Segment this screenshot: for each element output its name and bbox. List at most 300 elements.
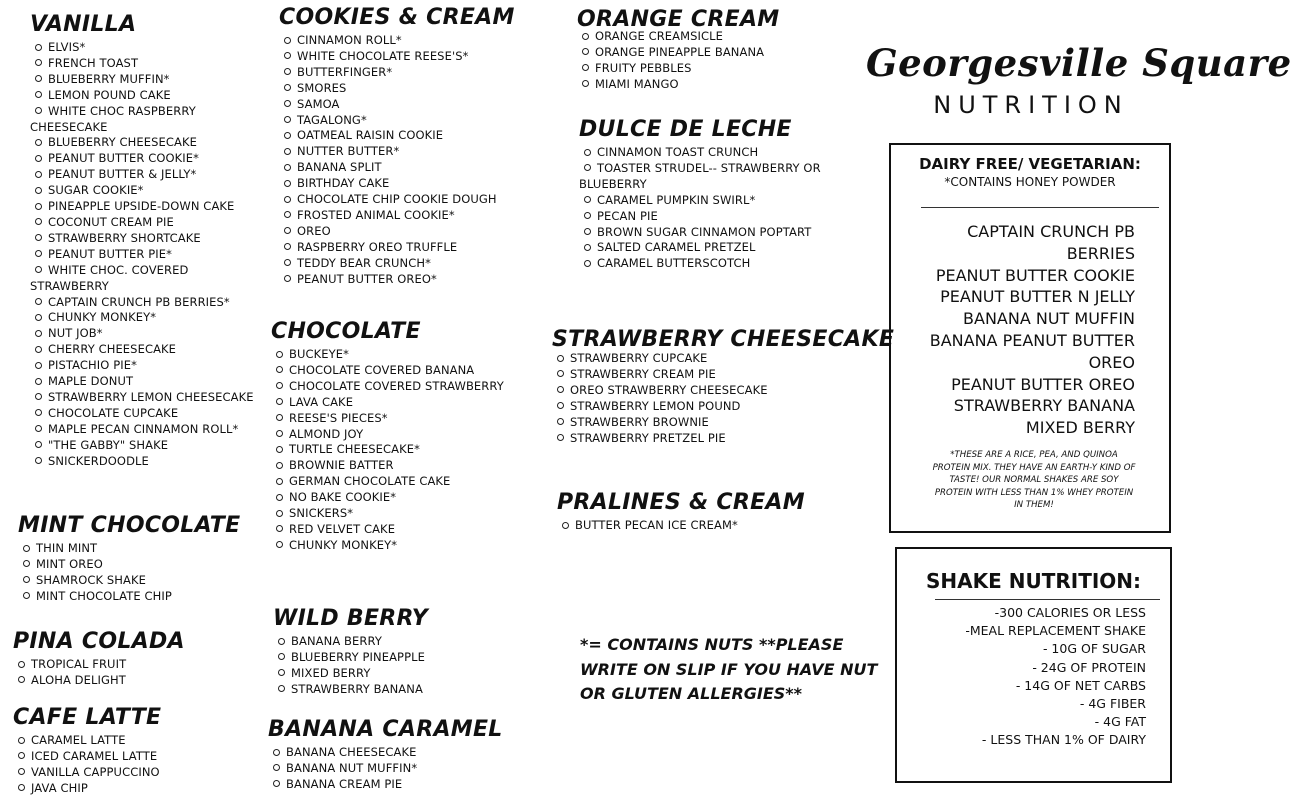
flavor-name: VANILLA CAPPUCCINO (31, 764, 160, 779)
flavor-item (271, 347, 521, 363)
bullet-icon (557, 370, 564, 377)
flavor-name: LEMON POUND CAKE (48, 87, 171, 102)
flavor-item (579, 240, 824, 256)
flavor-name: MAPLE PECAN CINNAMON ROLL* (48, 421, 239, 436)
bullet-icon (557, 386, 564, 393)
flavor-item (279, 33, 529, 49)
flavor-name: WHITE CHOC RASPBERRY CHEESECAKE (30, 103, 196, 134)
flavor-name: CHOCOLATE CHIP COOKIE DOUGH (297, 192, 497, 207)
flavor-item (279, 113, 529, 129)
list-item: BANANA PEANUT BUTTER OREO (929, 330, 1135, 372)
bullet-icon (562, 522, 569, 529)
flavor-name: STRAWBERRY CREAM PIE (570, 366, 716, 381)
section-strawberry-cheesecake (552, 327, 895, 446)
bullet-icon (35, 91, 42, 98)
flavor-item (30, 422, 260, 438)
flavor-item (30, 231, 260, 247)
flavor-name: MAPLE DONUT (48, 374, 134, 389)
flavor-name: BROWN SUGAR CINNAMON POPTART (597, 224, 812, 239)
bullet-icon (276, 366, 283, 373)
bullet-icon (284, 196, 291, 203)
shake-nutrition-box (895, 547, 1172, 783)
flavor-name: OATMEAL RAISIN COOKIE (297, 128, 444, 143)
flavor-name: CHERRY CHEESECAKE (48, 342, 177, 357)
flavor-item (30, 342, 260, 358)
list-item: PEANUT BUTTER N JELLY (940, 287, 1135, 307)
dairy-free-list (905, 221, 1135, 439)
flavor-item (279, 97, 529, 113)
flavor-item (271, 490, 521, 506)
flavor-item (279, 176, 529, 192)
bullet-icon (276, 398, 283, 405)
flavor-name: CHOCOLATE COVERED STRAWBERRY (289, 378, 504, 393)
bullet-icon (284, 52, 291, 59)
bullet-icon (35, 298, 42, 305)
flavor-item (279, 192, 529, 208)
bullet-icon (582, 64, 589, 71)
flavor-item (552, 351, 852, 367)
flavor-item (279, 49, 529, 65)
bullet-icon (273, 749, 280, 756)
shake-nutrition-title: SHAKE NUTRITION: (925, 569, 1142, 593)
bullet-icon (276, 494, 283, 501)
list-item: STRAWBERRY BANANA (953, 396, 1135, 416)
bullet-icon (276, 382, 283, 389)
section-title: BANANA CARAMEL (268, 717, 503, 742)
bullet-icon (23, 545, 30, 552)
section-title: VANILLA (30, 12, 137, 37)
flavor-item (279, 160, 529, 176)
brand-subtitle: NUTRITION (933, 91, 1129, 119)
flavor-name: BUTTERFINGER* (297, 64, 393, 79)
bullet-icon (23, 592, 30, 599)
bullet-icon (35, 393, 42, 400)
flavor-name: ICED CARAMEL LATTE (31, 748, 158, 763)
bullet-icon (35, 250, 42, 257)
flavor-item (30, 56, 260, 72)
flavor-name: ORANGE PINEAPPLE BANANA (595, 44, 765, 59)
list-item: - 14G OF NET CARBS (1015, 677, 1146, 693)
flavor-name: MINT CHOCOLATE CHIP (36, 588, 172, 603)
flavor-item (579, 256, 824, 272)
flavor-item (273, 666, 523, 682)
bullet-icon (273, 780, 280, 787)
flavor-item (30, 72, 260, 88)
flavor-name: STRAWBERRY BROWNIE (570, 414, 709, 429)
section-title: STRAWBERRY CHEESECAKE (552, 327, 895, 352)
bullet-icon (557, 355, 564, 362)
bullet-icon (584, 149, 591, 156)
bullet-icon (35, 107, 42, 114)
flavor-list (273, 634, 523, 698)
flavor-item (279, 224, 529, 240)
bullet-icon (276, 414, 283, 421)
flavor-name: CARAMEL LATTE (31, 733, 126, 747)
section-cookies-and-cream (279, 5, 529, 288)
bullet-icon (276, 430, 283, 437)
flavor-name: TOASTER STRUDEL-- STRAWBERRY OR BLUEBERRY (579, 160, 821, 191)
flavor-name: BANANA SPLIT (297, 160, 382, 175)
flavor-name: STRAWBERRY BANANA (291, 681, 423, 696)
divider (935, 599, 1160, 600)
flavor-item (30, 215, 260, 231)
bullet-icon (18, 676, 25, 683)
flavor-item (30, 326, 260, 342)
flavor-name: CHOCOLATE CUPCAKE (48, 405, 179, 420)
bullet-icon (276, 510, 283, 517)
bullet-icon (35, 187, 42, 194)
flavor-item (577, 29, 837, 45)
bullet-icon (276, 525, 283, 532)
section-title: DULCE DE LECHE (579, 117, 792, 142)
divider (921, 207, 1159, 208)
section-chocolate (271, 319, 521, 554)
flavor-item (18, 573, 258, 589)
bullet-icon (35, 75, 42, 82)
flavor-item (30, 390, 260, 406)
flavor-item (30, 295, 260, 311)
section-title: PRALINES & CREAM (557, 490, 805, 515)
flavor-item (579, 193, 824, 209)
flavor-name: NUT JOB* (48, 326, 103, 341)
bullet-icon (284, 37, 291, 44)
bullet-icon (18, 768, 25, 775)
flavor-name: REESE'S PIECES* (289, 410, 388, 425)
flavor-name: RASPBERRY OREO TRUFFLE (297, 239, 458, 254)
flavor-item (279, 65, 529, 81)
section-pina-colada (13, 629, 253, 689)
flavor-list (579, 145, 824, 272)
flavor-list (552, 351, 852, 446)
bullet-icon (18, 661, 25, 668)
flavor-item (30, 167, 260, 183)
flavor-item (279, 240, 529, 256)
list-item: -300 CALORIES OR LESS (994, 605, 1146, 620)
flavor-name: WHITE CHOC. COVERED STRAWBERRY (30, 262, 189, 293)
bullet-icon (278, 685, 285, 692)
bullet-icon (284, 116, 291, 123)
flavor-item (577, 61, 837, 77)
flavor-name: FROSTED ANIMAL COOKIE* (297, 207, 455, 222)
flavor-name: TURTLE CHEESECAKE* (289, 442, 420, 457)
flavor-name: STRAWBERRY CUPCAKE (570, 351, 708, 365)
list-item: MIXED BERRY (1025, 418, 1135, 438)
flavor-name: STRAWBERRY LEMON POUND (570, 398, 741, 413)
list-item: - LESS THAN 1% OF DAIRY (981, 732, 1146, 748)
flavor-name: OREO (297, 223, 331, 238)
section-title: COOKIES & CREAM (279, 5, 515, 30)
flavor-name: STRAWBERRY LEMON CHEESECAKE (48, 389, 254, 404)
flavor-name: STRAWBERRY SHORTCAKE (48, 230, 201, 245)
flavor-list (13, 657, 253, 689)
bullet-icon (35, 234, 42, 241)
section-mint-chocolate (18, 513, 258, 605)
flavor-name: NO BAKE COOKIE* (289, 490, 397, 505)
bullet-icon (35, 441, 42, 448)
flavor-item (271, 395, 521, 411)
flavor-name: SNICKERS* (289, 506, 354, 521)
bullet-icon (18, 737, 25, 744)
bullet-icon (276, 478, 283, 485)
flavor-name: MIAMI MANGO (595, 76, 679, 91)
flavor-list (557, 518, 837, 534)
flavor-item (271, 427, 521, 443)
bullet-icon (23, 576, 30, 583)
flavor-item (557, 518, 837, 534)
flavor-item (273, 634, 523, 650)
flavor-item (271, 474, 521, 490)
bullet-icon (557, 434, 564, 441)
nuts-allergy-note: *= CONTAINS NUTS **PLEASE WRITE ON SLIP IF YOU HAVE NUT OR GLUTEN ALLERGIES** (580, 635, 878, 703)
flavor-name: PEANUT BUTTER PIE* (48, 246, 172, 261)
flavor-name: SAMOA (297, 96, 340, 111)
flavor-item (579, 161, 824, 193)
flavor-name: BANANA CHEESECAKE (286, 745, 417, 759)
bullet-icon (278, 638, 285, 645)
flavor-name: SMORES (297, 80, 347, 95)
flavor-name: CARAMEL BUTTERSCOTCH (597, 256, 751, 271)
bullet-icon (284, 243, 291, 250)
bullet-icon (284, 68, 291, 75)
flavor-item (579, 209, 824, 225)
bullet-icon (35, 44, 42, 51)
flavor-name: GERMAN CHOCOLATE CAKE (289, 474, 451, 489)
flavor-list (30, 40, 260, 469)
flavor-item (30, 374, 260, 390)
section-title: CHOCOLATE (271, 319, 421, 344)
bullet-icon (557, 418, 564, 425)
bullet-icon (284, 275, 291, 282)
flavor-item (30, 247, 260, 263)
section-cafe-latte (13, 705, 253, 797)
flavor-item (279, 256, 529, 272)
bullet-icon (35, 362, 42, 369)
flavor-item (271, 506, 521, 522)
section-title: ORANGE CREAM (577, 7, 780, 32)
flavor-name: MIXED BERRY (291, 665, 371, 680)
bullet-icon (35, 59, 42, 66)
flavor-item (577, 45, 837, 61)
flavor-name: THIN MINT (36, 541, 98, 555)
flavor-list (268, 745, 528, 793)
flavor-item (271, 458, 521, 474)
flavor-name: CINNAMON ROLL* (297, 33, 402, 47)
flavor-item (577, 77, 837, 93)
shake-nutrition-list (907, 604, 1146, 750)
flavor-item (30, 135, 260, 151)
flavor-name: BLUEBERRY MUFFIN* (48, 71, 170, 86)
flavor-item (279, 208, 529, 224)
list-item: - 4G FAT (1094, 714, 1146, 730)
flavor-item (13, 765, 253, 781)
flavor-item (30, 183, 260, 199)
flavor-item (273, 682, 523, 698)
bullet-icon (18, 752, 25, 759)
bullet-icon (35, 425, 42, 432)
flavor-list (13, 733, 253, 797)
flavor-item (279, 272, 529, 288)
flavor-name: BUCKEYE* (289, 347, 349, 361)
flavor-item (552, 431, 852, 447)
flavor-item (13, 673, 253, 689)
flavor-name: SALTED CARAMEL PRETZEL (597, 240, 756, 255)
flavor-name: PISTACHIO PIE* (48, 358, 137, 373)
flavor-name: PECAN PIE (597, 208, 658, 223)
flavor-item (552, 399, 852, 415)
brand-logo (866, 40, 1292, 120)
flavor-item (271, 411, 521, 427)
list-item: BANANA NUT MUFFIN (963, 309, 1135, 329)
flavor-name: RED VELVET CAKE (289, 521, 396, 536)
flavor-list (18, 541, 258, 605)
flavor-list (279, 33, 529, 288)
flavor-name: MINT OREO (36, 556, 103, 571)
bullet-icon (284, 132, 291, 139)
flavor-item (30, 199, 260, 215)
flavor-item (579, 145, 824, 161)
flavor-item (271, 522, 521, 538)
flavor-name: BIRTHDAY CAKE (297, 176, 390, 191)
flavor-item (552, 415, 852, 431)
bullet-icon (35, 330, 42, 337)
flavor-name: PEANUT BUTTER OREO* (297, 271, 437, 286)
list-item: -MEAL REPLACEMENT SHAKE (965, 623, 1146, 639)
bullet-icon (35, 409, 42, 416)
dairy-free-subtitle: *CONTAINS HONEY POWDER (944, 175, 1116, 189)
flavor-item (18, 541, 258, 557)
bullet-icon (276, 446, 283, 453)
section-title: WILD BERRY (273, 606, 428, 631)
flavor-item (30, 454, 260, 470)
bullet-icon (278, 669, 285, 676)
flavor-name: BLUEBERRY CHEESECAKE (48, 135, 197, 150)
flavor-item (273, 650, 523, 666)
flavor-item (30, 151, 260, 167)
bullet-icon (35, 203, 42, 210)
bullet-icon (582, 33, 589, 40)
flavor-item (13, 781, 253, 797)
bullet-icon (582, 80, 589, 87)
flavor-name: STRAWBERRY PRETZEL PIE (570, 430, 726, 445)
flavor-name: BANANA CREAM PIE (286, 776, 403, 791)
flavor-name: PINEAPPLE UPSIDE-DOWN CAKE (48, 199, 235, 214)
flavor-name: BUTTER PECAN ICE CREAM* (575, 518, 738, 532)
flavor-item (271, 538, 521, 554)
flavor-name: BANANA BERRY (291, 634, 382, 648)
flavor-item (30, 406, 260, 422)
flavor-name: SUGAR COOKIE* (48, 183, 144, 198)
list-item: PEANUT BUTTER OREO (951, 374, 1135, 394)
dairy-free-note: *THESE ARE A RICE, PEA, AND QUINOA PROTEIN MIX. THEY HAVE AN EARTH-Y KIND OF TASTE! OUR NORMAL SHAKES ARE SOY PROTEIN WITH LESS THAN 1% WHEY PROTEIN IN THEM! (932, 449, 1136, 511)
flavor-name: FRENCH TOAST (48, 55, 139, 70)
bullet-icon (35, 457, 42, 464)
bullet-icon (584, 164, 591, 171)
bullet-icon (35, 346, 42, 353)
flavor-name: SNICKERDOODLE (48, 453, 149, 468)
flavor-item (268, 777, 528, 793)
flavor-name: "THE GABBY" SHAKE (48, 437, 169, 452)
bullet-icon (276, 351, 283, 358)
flavor-name: BROWNIE BATTER (289, 458, 394, 473)
flavor-item (271, 363, 521, 379)
flavor-name: TEDDY BEAR CRUNCH* (297, 255, 431, 270)
flavor-item (18, 589, 258, 605)
flavor-name: TAGALONG* (297, 112, 367, 127)
brand-name: Georgesville Square (866, 41, 1292, 85)
bullet-icon (35, 314, 42, 321)
flavor-item (268, 761, 528, 777)
bullet-icon (276, 462, 283, 469)
bullet-icon (18, 784, 25, 791)
section-pralines-and-cream (557, 490, 837, 534)
flavor-item (30, 88, 260, 104)
bullet-icon (284, 227, 291, 234)
bullet-icon (584, 212, 591, 219)
flavor-list (577, 29, 837, 93)
flavor-item (13, 733, 253, 749)
flavor-item (30, 358, 260, 374)
flavor-name: CINNAMON TOAST CRUNCH (597, 145, 759, 159)
bullet-icon (584, 228, 591, 235)
flavor-item (279, 128, 529, 144)
flavor-item (271, 442, 521, 458)
bullet-icon (557, 402, 564, 409)
flavor-item (30, 40, 260, 56)
bullet-icon (584, 260, 591, 267)
section-title: CAFE LATTE (13, 705, 162, 730)
bullet-icon (284, 211, 291, 218)
flavor-name: ALMOND JOY (289, 426, 364, 441)
bullet-icon (284, 84, 291, 91)
flavor-item (30, 263, 260, 295)
bullet-icon (35, 378, 42, 385)
flavor-item (552, 367, 852, 383)
flavor-item (30, 438, 260, 454)
flavor-name: CARAMEL PUMPKIN SWIRL* (597, 192, 756, 207)
flavor-name: CHUNKY MONKEY* (289, 537, 398, 552)
bullet-icon (584, 244, 591, 251)
flavor-name: NUTTER BUTTER* (297, 144, 400, 159)
section-dulce-de-leche (579, 117, 824, 272)
list-item: PEANUT BUTTER COOKIE (935, 265, 1135, 285)
bullet-icon (35, 139, 42, 146)
section-vanilla (30, 12, 260, 469)
flavor-name: WHITE CHOCOLATE REESE'S* (297, 48, 469, 63)
flavor-name: ORANGE CREAMSICLE (595, 29, 724, 43)
dairy-free-title: DAIRY FREE/ VEGETARIAN: (919, 155, 1141, 173)
flavor-name: OREO STRAWBERRY CHEESECAKE (570, 382, 768, 397)
list-item: - 10G OF SUGAR (1042, 641, 1146, 657)
flavor-name: PEANUT BUTTER COOKIE* (48, 151, 200, 166)
flavor-item (30, 310, 260, 326)
list-item: - 4G FIBER (1079, 696, 1146, 712)
flavor-name: JAVA CHIP (31, 780, 88, 795)
flavor-item (13, 749, 253, 765)
bullet-icon (35, 171, 42, 178)
bullet-icon (35, 218, 42, 225)
flavor-name: ELVIS* (48, 40, 86, 54)
section-orange-cream (577, 7, 837, 93)
flavor-item (18, 557, 258, 573)
flavor-item (268, 745, 528, 761)
bullet-icon (582, 48, 589, 55)
list-item: CAPTAIN CRUNCH PB BERRIES (967, 222, 1135, 263)
flavor-item (30, 104, 260, 136)
section-title: MINT CHOCOLATE (18, 513, 241, 538)
bullet-icon (284, 180, 291, 187)
flavor-item (279, 81, 529, 97)
bullet-icon (584, 196, 591, 203)
